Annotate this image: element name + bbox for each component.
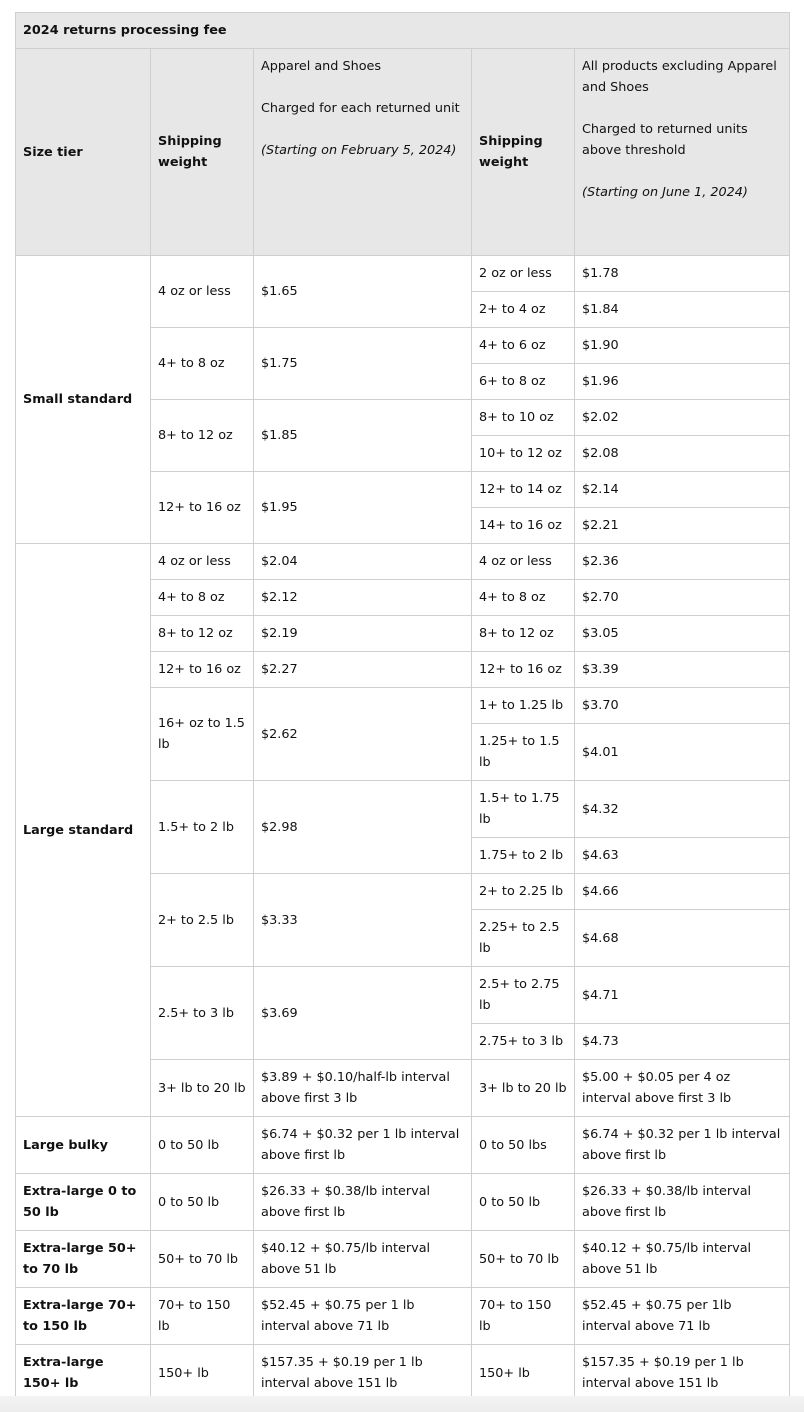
other-weight-cell: 70+ to 150 lb	[472, 1288, 575, 1345]
table-row	[16, 256, 790, 292]
other-weight-cell: 2+ to 4 oz	[472, 292, 575, 328]
other-weight-cell: 2.25+ to 2.5 lb	[472, 910, 575, 967]
other-fee-cell: $157.35 + $0.19 per 1 lb interval above 151 lb	[575, 1345, 790, 1402]
other-fee-cell: $4.71	[575, 967, 790, 1024]
other-fee-cell: $5.00 + $0.05 per 4 oz interval above first 3 lb	[575, 1060, 790, 1117]
apparel-fee-cell: $40.12 + $0.75/lb interval above 51 lb	[254, 1231, 472, 1288]
apparel-weight-cell: 2.5+ to 3 lb	[151, 967, 254, 1060]
header-other	[575, 49, 790, 256]
apparel-weight-cell: 8+ to 12 oz	[151, 616, 254, 652]
apparel-weight-cell: 3+ lb to 20 lb	[151, 1060, 254, 1117]
apparel-weight-cell: 4+ to 8 oz	[151, 580, 254, 616]
tier-small-standard: Small standard	[16, 256, 151, 544]
apparel-weight-cell: 12+ to 16 oz	[151, 472, 254, 544]
apparel-fee-cell: $2.98	[254, 781, 472, 874]
other-fee-cell: $4.68	[575, 910, 790, 967]
other-weight-cell: 10+ to 12 oz	[472, 436, 575, 472]
apparel-fee-cell: $26.33 + $0.38/lb interval above first lb	[254, 1174, 472, 1231]
apparel-weight-cell: 4+ to 8 oz	[151, 328, 254, 400]
header-size-tier: Size tier	[16, 49, 151, 256]
fee-table-container	[15, 12, 790, 1402]
apparel-fee-cell: $2.04	[254, 544, 472, 580]
other-weight-cell: 8+ to 12 oz	[472, 616, 575, 652]
other-weight-cell: 4+ to 6 oz	[472, 328, 575, 364]
apparel-fee-cell: $1.65	[254, 256, 472, 328]
table-row	[16, 1288, 790, 1345]
apparel-weight-cell: 150+ lb	[151, 1345, 254, 1402]
other-weight-cell: 2.5+ to 2.75 lb	[472, 967, 575, 1024]
table-row	[16, 1117, 790, 1174]
header-shipping-weight: Shipping weight	[151, 49, 254, 256]
header-apparel-title: Apparel and Shoes	[261, 59, 382, 74]
other-weight-cell: 4 oz or less	[472, 544, 575, 580]
other-weight-cell: 14+ to 16 oz	[472, 508, 575, 544]
table-row	[16, 1174, 790, 1231]
apparel-weight-cell: 4 oz or less	[151, 256, 254, 328]
other-weight-cell: 2+ to 2.25 lb	[472, 874, 575, 910]
apparel-fee-cell: $3.33	[254, 874, 472, 967]
apparel-weight-cell: 4 oz or less	[151, 544, 254, 580]
apparel-fee-cell: $1.95	[254, 472, 472, 544]
table-caption: 2024 returns processing fee	[16, 13, 790, 49]
apparel-weight-cell: 50+ to 70 lb	[151, 1231, 254, 1288]
tier-label: Large bulky	[16, 1117, 151, 1174]
returns-fee-table	[15, 12, 790, 1402]
other-weight-cell: 0 to 50 lb	[472, 1174, 575, 1231]
other-weight-cell: 50+ to 70 lb	[472, 1231, 575, 1288]
page-bottom-shade	[0, 1396, 804, 1412]
apparel-weight-cell: 16+ oz to 1.5 lb	[151, 688, 254, 781]
apparel-fee-cell: $1.85	[254, 400, 472, 472]
apparel-fee-cell: $52.45 + $0.75 per 1 lb interval above 71 lb	[254, 1288, 472, 1345]
apparel-weight-cell: 12+ to 16 oz	[151, 652, 254, 688]
tier-label: Extra-large 70+ to 150 lb	[16, 1288, 151, 1345]
apparel-fee-cell: $1.75	[254, 328, 472, 400]
apparel-fee-cell: $2.62	[254, 688, 472, 781]
apparel-fee-cell: $3.89 + $0.10/half-lb interval above first 3 lb	[254, 1060, 472, 1117]
other-weight-cell: 1.75+ to 2 lb	[472, 838, 575, 874]
other-fee-cell: $6.74 + $0.32 per 1 lb interval above first lb	[575, 1117, 790, 1174]
other-weight-cell: 2 oz or less	[472, 256, 575, 292]
other-weight-cell: 1.5+ to 1.75 lb	[472, 781, 575, 838]
other-fee-cell: $1.84	[575, 292, 790, 328]
other-fee-cell: $1.78	[575, 256, 790, 292]
other-fee-cell: $2.08	[575, 436, 790, 472]
other-fee-cell: $26.33 + $0.38/lb interval above first lb	[575, 1174, 790, 1231]
other-fee-cell: $52.45 + $0.75 per 1lb interval above 71 lb	[575, 1288, 790, 1345]
table-row	[16, 544, 790, 580]
other-weight-cell: 12+ to 16 oz	[472, 652, 575, 688]
apparel-fee-cell: $157.35 + $0.19 per 1 lb interval above 151 lb	[254, 1345, 472, 1402]
other-fee-cell: $4.32	[575, 781, 790, 838]
apparel-fee-cell: $2.19	[254, 616, 472, 652]
other-fee-cell: $2.02	[575, 400, 790, 436]
other-weight-cell: 1+ to 1.25 lb	[472, 688, 575, 724]
apparel-weight-cell: 2+ to 2.5 lb	[151, 874, 254, 967]
table-row	[16, 1345, 790, 1402]
apparel-fee-cell: $2.27	[254, 652, 472, 688]
other-weight-cell: 0 to 50 lbs	[472, 1117, 575, 1174]
other-fee-cell: $40.12 + $0.75/lb interval above 51 lb	[575, 1231, 790, 1288]
other-weight-cell: 12+ to 14 oz	[472, 472, 575, 508]
apparel-fee-cell: $6.74 + $0.32 per 1 lb interval above first lb	[254, 1117, 472, 1174]
other-fee-cell: $4.73	[575, 1024, 790, 1060]
other-fee-cell: $3.39	[575, 652, 790, 688]
other-fee-cell: $3.05	[575, 616, 790, 652]
header-shipping-weight-2: Shipping weight	[472, 49, 575, 256]
header-other-title: All products excluding Apparel and Shoes	[582, 59, 777, 95]
tier-large-standard: Large standard	[16, 544, 151, 1117]
apparel-fee-cell: $2.12	[254, 580, 472, 616]
header-apparel-desc: Charged for each returned unit	[261, 101, 460, 116]
apparel-weight-cell: 0 to 50 lb	[151, 1117, 254, 1174]
apparel-fee-cell: $3.69	[254, 967, 472, 1060]
other-fee-cell: $2.14	[575, 472, 790, 508]
other-fee-cell: $4.63	[575, 838, 790, 874]
other-weight-cell: 6+ to 8 oz	[472, 364, 575, 400]
header-other-desc: Charged to returned units above threshold	[582, 122, 748, 158]
tier-label: Extra-large 50+ to 70 lb	[16, 1231, 151, 1288]
other-weight-cell: 4+ to 8 oz	[472, 580, 575, 616]
other-fee-cell: $2.21	[575, 508, 790, 544]
header-other-start: (Starting on June 1, 2024)	[582, 185, 748, 200]
table-row	[16, 1231, 790, 1288]
apparel-weight-cell: 1.5+ to 2 lb	[151, 781, 254, 874]
other-fee-cell: $1.96	[575, 364, 790, 400]
other-fee-cell: $3.70	[575, 688, 790, 724]
header-apparel	[254, 49, 472, 256]
other-fee-cell: $1.90	[575, 328, 790, 364]
tier-label: Extra-large 0 to 50 lb	[16, 1174, 151, 1231]
header-apparel-start: (Starting on February 5, 2024)	[261, 143, 457, 158]
other-weight-cell: 3+ lb to 20 lb	[472, 1060, 575, 1117]
other-fee-cell: $4.01	[575, 724, 790, 781]
tier-label: Extra-large 150+ lb	[16, 1345, 151, 1402]
other-weight-cell: 2.75+ to 3 lb	[472, 1024, 575, 1060]
other-weight-cell: 8+ to 10 oz	[472, 400, 575, 436]
other-weight-cell: 1.25+ to 1.5 lb	[472, 724, 575, 781]
apparel-weight-cell: 0 to 50 lb	[151, 1174, 254, 1231]
other-fee-cell: $2.36	[575, 544, 790, 580]
other-fee-cell: $4.66	[575, 874, 790, 910]
apparel-weight-cell: 8+ to 12 oz	[151, 400, 254, 472]
apparel-weight-cell: 70+ to 150 lb	[151, 1288, 254, 1345]
other-fee-cell: $2.70	[575, 580, 790, 616]
other-weight-cell: 150+ lb	[472, 1345, 575, 1402]
